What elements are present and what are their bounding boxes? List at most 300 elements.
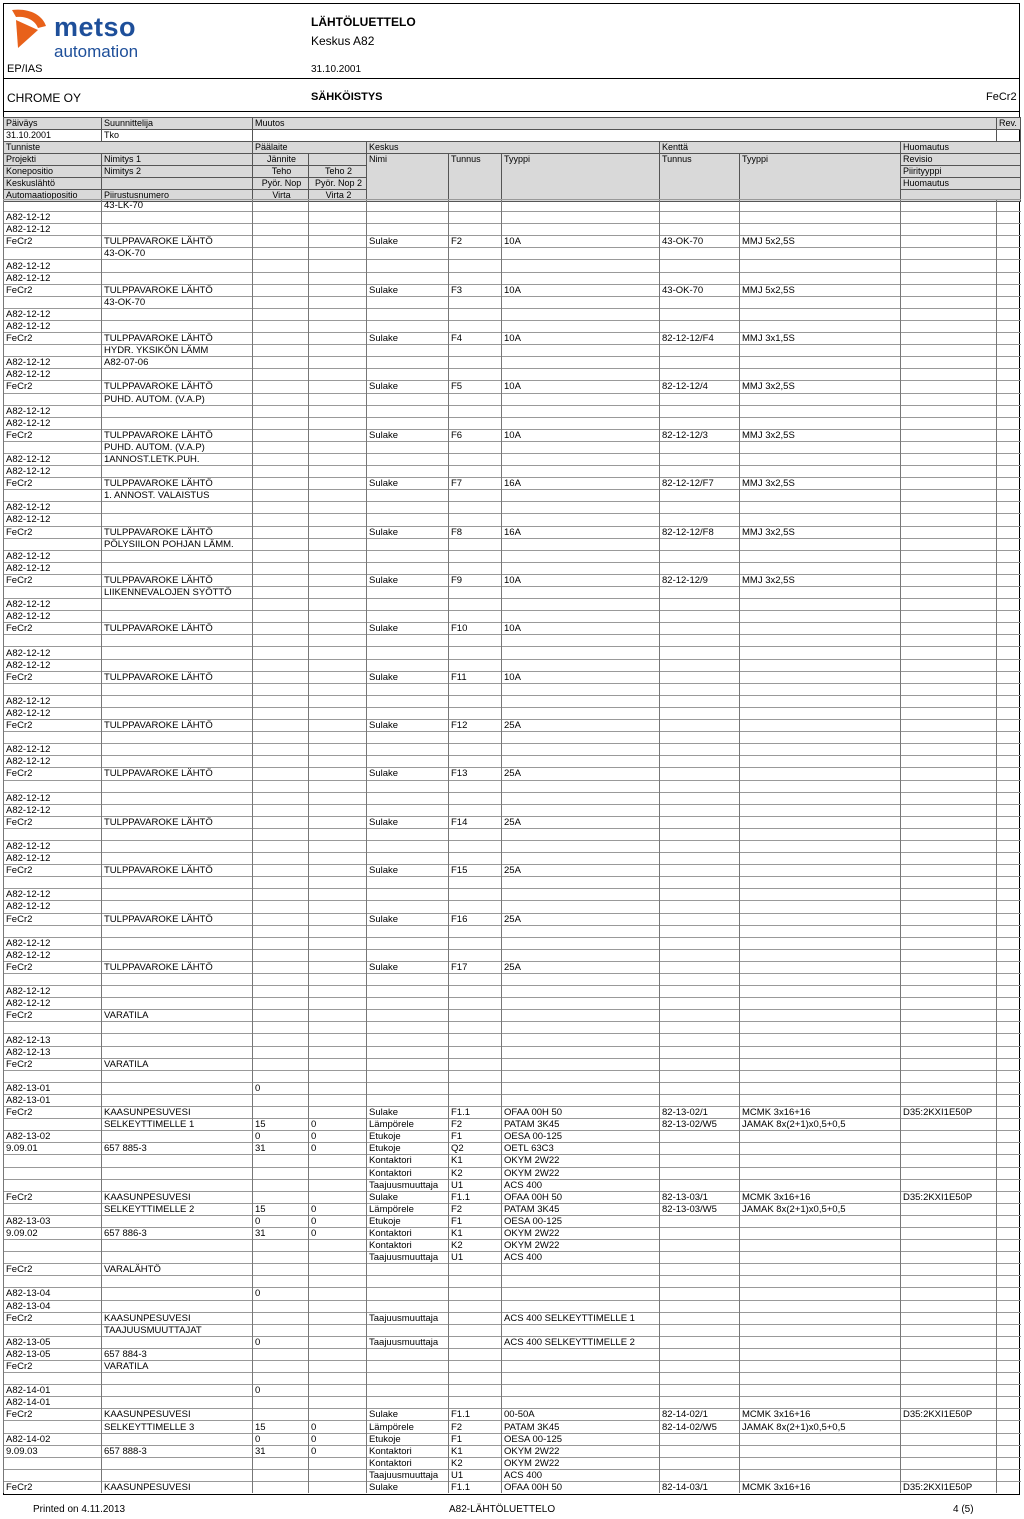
table-cell [253,925,309,937]
table-cell: TULPPAVAROKE LÄHTÖ [102,381,253,393]
table-cell [660,1131,740,1143]
table-cell [740,1034,901,1046]
table-row [4,345,1021,357]
table-cell [997,1203,1021,1215]
table-cell [740,490,901,502]
table-cell [253,212,309,224]
table-cell [740,877,901,889]
doc-title: LÄHTÖLUETTELO [311,15,416,29]
table-cell [309,1058,367,1070]
table-cell [253,224,309,236]
table-cell [102,949,253,961]
table-cell: HYDR. YKSIKÖN LÄMM [102,345,253,357]
table-row [4,1385,1021,1397]
table-cell [901,1058,997,1070]
table-cell [449,1264,502,1276]
table-cell [367,986,449,998]
table-cell [901,974,997,986]
table-cell [502,1288,660,1300]
table-cell: MCMK 3x16+16 [740,1107,901,1119]
table-cell: PATAM 3K45 [502,1119,660,1131]
table-cell: KAASUNPESUVESI [102,1409,253,1421]
table-cell [4,1179,102,1191]
table-cell [901,478,997,490]
table-cell [449,1034,502,1046]
table-cell [4,345,102,357]
table-cell [997,393,1021,405]
table-cell: 0 [253,1336,309,1348]
table-cell [660,961,740,973]
table-cell [4,683,102,695]
table-cell [102,707,253,719]
table-cell [502,1094,660,1106]
table-cell [253,671,309,683]
table-cell [309,1409,367,1421]
table-cell [660,224,740,236]
table-cell [740,1361,901,1373]
table-cell [901,236,997,248]
table-cell: A82-12-12 [4,502,102,514]
table-cell [901,453,997,465]
department: EP/IAS [7,63,43,75]
table-cell [502,1264,660,1276]
table-cell [102,1433,253,1445]
table-cell [660,453,740,465]
table-cell [997,1276,1021,1288]
head-revisio: Revisio [901,154,1021,166]
table-cell: FeCr2 [4,236,102,248]
table-cell: Lämpörele [367,1119,449,1131]
table-cell [449,635,502,647]
table-cell [102,1179,253,1191]
table-cell [309,901,367,913]
table-cell [367,441,449,453]
table-cell [502,780,660,792]
table-cell [502,1373,660,1385]
table-cell [449,550,502,562]
table-cell [502,296,660,308]
table-cell: OKYM 2W22 [502,1240,660,1252]
table-cell: 0 [253,1433,309,1445]
group-head-row [4,142,1021,154]
table-cell [253,756,309,768]
table-cell [997,248,1021,260]
table-cell: A82-12-12 [4,514,102,526]
table-cell: 0 [253,1082,309,1094]
table-cell: Kontaktori [367,1155,449,1167]
table-cell [102,562,253,574]
table-cell [997,441,1021,453]
table-cell: Kontaktori [367,1240,449,1252]
table-cell [449,248,502,260]
table-cell [660,502,740,514]
table-cell: MCMK 3x16+16 [740,1409,901,1421]
table-cell [4,248,102,260]
table-cell [449,200,502,212]
table-cell [740,1433,901,1445]
table-cell [660,925,740,937]
table-cell [997,1348,1021,1360]
table-row [4,816,1021,828]
table-cell [4,732,102,744]
table-cell [502,937,660,949]
table-cell [502,635,660,647]
meta-date-value: 31.10.2001 [4,130,102,142]
table-cell [740,913,901,925]
table-cell [449,260,502,272]
table-cell [367,453,449,465]
table-cell: FeCr2 [4,574,102,586]
table-cell [660,1433,740,1445]
table-cell [449,1361,502,1373]
table-cell [502,224,660,236]
table-cell [997,732,1021,744]
table-cell [309,429,367,441]
table-cell [367,466,449,478]
table-cell [309,732,367,744]
table-cell [367,538,449,550]
table-cell: F15 [449,865,502,877]
table-cell: 0 [309,1421,367,1433]
table-cell: MMJ 5x2,5S [740,284,901,296]
table-cell [740,707,901,719]
table-cell: ACS 400 [502,1179,660,1191]
table-cell [901,212,997,224]
table-cell [449,1010,502,1022]
table-cell [449,695,502,707]
table-cell [309,296,367,308]
table-cell [253,683,309,695]
table-cell [740,272,901,284]
table-cell [740,1094,901,1106]
table-cell [997,1227,1021,1239]
table-cell [309,1469,367,1481]
table-cell: K2 [449,1240,502,1252]
table-cell [997,1336,1021,1348]
table-cell: FeCr2 [4,478,102,490]
table-cell: 10A [502,333,660,345]
table-cell: 82-13-02/1 [660,1107,740,1119]
table-cell: FeCr2 [4,1409,102,1421]
table-body [4,200,1021,1494]
table-cell [309,1155,367,1167]
table-cell [309,260,367,272]
table-row [4,889,1021,901]
table-cell: Sulake [367,623,449,635]
table-cell: 10A [502,284,660,296]
table-cell: F5 [449,381,502,393]
table-cell [309,1107,367,1119]
table-cell [997,272,1021,284]
table-row [4,925,1021,937]
table-cell [449,974,502,986]
table-cell [309,1082,367,1094]
table-cell: U1 [449,1252,502,1264]
table-cell [660,913,740,925]
table-cell: F1 [449,1433,502,1445]
table-cell: D35:2KXI1E50P [901,1191,997,1203]
table-cell [102,1215,253,1227]
table-cell: A82-12-12 [4,647,102,659]
table-cell: F1.1 [449,1481,502,1493]
table-row [4,466,1021,478]
table-cell [102,1167,253,1179]
table-cell: FeCr2 [4,381,102,393]
table-cell [449,647,502,659]
table-cell [367,804,449,816]
table-cell [309,853,367,865]
table-cell [740,1131,901,1143]
table-cell [253,1481,309,1493]
table-cell [253,1252,309,1264]
table-cell: TULPPAVAROKE LÄHTÖ [102,913,253,925]
table-cell [309,1276,367,1288]
table-cell [901,429,997,441]
table-cell [4,925,102,937]
table-cell [309,816,367,828]
table-cell [367,417,449,429]
table-cell [740,466,901,478]
table-cell [901,707,997,719]
table-cell [449,296,502,308]
table-cell [660,707,740,719]
table-cell [901,1276,997,1288]
table-cell [449,1336,502,1348]
table-cell [102,308,253,320]
table-cell: 0 [309,1143,367,1155]
table-cell [997,429,1021,441]
table-cell [449,1385,502,1397]
table-cell [449,417,502,429]
table-cell [997,635,1021,647]
table-cell: A82-12-12 [4,949,102,961]
table-cell [660,1288,740,1300]
table-cell [740,1348,901,1360]
table-cell: A82-12-12 [4,562,102,574]
table-row [4,393,1021,405]
table-cell [502,707,660,719]
table-row [4,1421,1021,1433]
table-cell [502,212,660,224]
table-cell [740,1046,901,1058]
table-cell [309,526,367,538]
table-cell [502,974,660,986]
table-cell [253,1324,309,1336]
table-cell [102,1457,253,1469]
table-cell [102,925,253,937]
table-cell [449,877,502,889]
table-row [4,538,1021,550]
table-cell [253,417,309,429]
table-cell: 43-OK-70 [102,248,253,260]
table-row [4,417,1021,429]
table-row [4,792,1021,804]
table-cell: D35:2KXI1E50P [901,1107,997,1119]
table-cell [449,659,502,671]
table-cell: K2 [449,1167,502,1179]
table-row [4,901,1021,913]
table-cell [309,441,367,453]
table-cell [997,1409,1021,1421]
table-cell [997,1361,1021,1373]
table-cell [102,599,253,611]
table-cell [367,1082,449,1094]
meta-date-label: Päiväys [4,118,102,130]
table-row [4,490,1021,502]
table-cell [740,345,901,357]
table-cell: 0 [253,1215,309,1227]
table-cell [367,925,449,937]
table-cell [660,1240,740,1252]
table-row [4,1409,1021,1421]
table-cell [901,1119,997,1131]
table-cell [449,1046,502,1058]
table-cell [4,1070,102,1082]
table-cell: F10 [449,623,502,635]
table-cell [740,816,901,828]
table-cell [102,405,253,417]
table-cell [901,683,997,695]
table-cell [901,840,997,852]
table-cell: A82-12-12 [4,659,102,671]
table-cell [660,1445,740,1457]
table-cell [367,683,449,695]
table-cell [901,961,997,973]
table-cell: FeCr2 [4,1058,102,1070]
table-cell [253,889,309,901]
table-cell: TAAJUUSMUUTTAJAT [102,1324,253,1336]
table-cell [740,1022,901,1034]
table-cell [660,1276,740,1288]
table-cell: KAASUNPESUVESI [102,1312,253,1324]
table-row [4,1119,1021,1131]
table-cell [901,284,997,296]
table-cell: A82-13-01 [4,1094,102,1106]
table-cell [449,792,502,804]
head-virta: Virta [253,190,309,202]
table-row [4,1107,1021,1119]
table-cell [367,224,449,236]
table-cell [502,587,660,599]
table-cell [253,792,309,804]
table-cell: MMJ 3x2,5S [740,478,901,490]
table-cell [309,865,367,877]
table-cell [449,1082,502,1094]
table-cell [901,828,997,840]
table-cell [997,1082,1021,1094]
table-cell: OKYM 2W22 [502,1457,660,1469]
table-cell: F3 [449,284,502,296]
table-cell [4,974,102,986]
table-cell [997,889,1021,901]
table-cell [901,272,997,284]
table-cell [660,732,740,744]
table-cell [901,901,997,913]
head-pyor-nop2: Pyör. Nop 2 [309,178,367,190]
table-cell: F9 [449,574,502,586]
table-cell [309,659,367,671]
table-cell: FeCr2 [4,333,102,345]
table-cell: A82-12-12 [4,986,102,998]
table-cell: Lämpörele [367,1421,449,1433]
table-cell [102,756,253,768]
table-cell [997,538,1021,550]
table-cell: Kontaktori [367,1227,449,1239]
table-cell [309,1312,367,1324]
table-cell [102,1155,253,1167]
table-cell [253,1361,309,1373]
table-cell: MCMK 3x16+16 [740,1191,901,1203]
table-cell [997,405,1021,417]
table-row [4,635,1021,647]
table-cell: A82-13-05 [4,1336,102,1348]
table-cell: A82-13-01 [4,1082,102,1094]
table-cell [997,1010,1021,1022]
table-cell: 16A [502,478,660,490]
table-row [4,1094,1021,1106]
table-cell [901,1252,997,1264]
table-cell [997,961,1021,973]
table-cell: 16A [502,526,660,538]
table-row [4,720,1021,732]
table-cell [901,224,997,236]
table-cell [102,611,253,623]
table-cell: ACS 400 [502,1469,660,1481]
table-cell [309,756,367,768]
table-cell [660,538,740,550]
table-row [4,732,1021,744]
table-cell [309,1179,367,1191]
table-cell [4,1421,102,1433]
table-cell [997,1397,1021,1409]
table-cell [901,333,997,345]
table-cell [253,732,309,744]
table-cell [660,417,740,429]
table-cell [309,768,367,780]
meta-designer-value: Tko [102,130,253,142]
table-cell [660,369,740,381]
table-cell: A82-12-12 [4,260,102,272]
table-cell [102,1385,253,1397]
table-cell: OKYM 2W22 [502,1445,660,1457]
table-cell: A82-12-12 [4,792,102,804]
table-cell [997,1373,1021,1385]
table-cell: A82-12-12 [4,550,102,562]
company-name: CHROME OY [7,91,82,105]
table-cell [309,562,367,574]
table-cell [502,441,660,453]
group-huomautus: Huomautus [901,142,1021,154]
table-cell [502,1070,660,1082]
table-cell [253,1010,309,1022]
table-cell: 25A [502,913,660,925]
table-row [4,357,1021,369]
table-cell: FeCr2 [4,1191,102,1203]
table-cell [740,1143,901,1155]
table-cell: F14 [449,816,502,828]
table-cell [309,671,367,683]
table-cell [901,792,997,804]
table-cell [4,1457,102,1469]
table-cell [660,1324,740,1336]
table-row [4,949,1021,961]
table-cell [253,296,309,308]
table-cell [997,853,1021,865]
table-cell: F1 [449,1131,502,1143]
table-cell [4,587,102,599]
table-cell [660,1397,740,1409]
table-row [4,1300,1021,1312]
